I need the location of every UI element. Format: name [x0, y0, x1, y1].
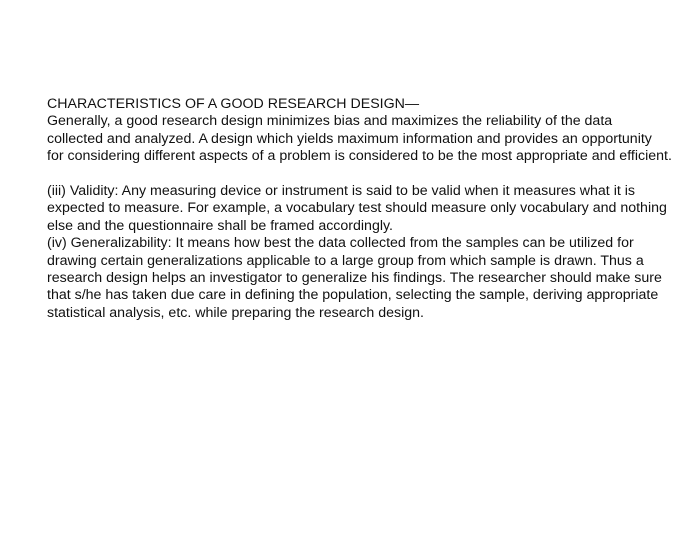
document-body [47, 96, 672, 322]
generalizability-paragraph: (iv) Generalizability: It means how best the data collected from the samples can be utilized for drawing certain generalizations applicable to a large group from which sample is drawn. Thus a research design helps an investigator to generalize his findings. The researcher should make sure that s/he has taken due care in defining the population, selecting the sample, deriving appropriate statistical analysis, etc. while preparing the research design. [47, 235, 662, 321]
paragraph-spacer [47, 166, 672, 183]
section-heading: CHARACTERISTICS OF A GOOD RESEARCH DESIGN— [47, 96, 420, 112]
validity-paragraph: (iii) Validity: Any measuring device or instrument is said to be valid when it measures what it is expected to measure. For example, a vocabulary test should measure only vocabulary and nothing else and the questionnaire shall be framed accordingly. [47, 183, 667, 234]
intro-paragraph: Generally, a good research design minimizes bias and maximizes the reliability of the data collected and analyzed. A design which yields maximum information and provides an opportunity for considering different aspects of a problem is considered to be the most appropriate and efficient. [47, 113, 672, 165]
